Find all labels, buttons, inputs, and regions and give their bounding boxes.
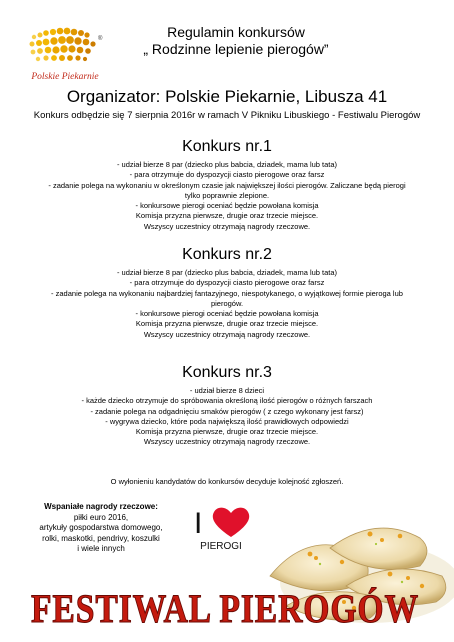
rule-line: Komisja przyzna pierwsze, drugie oraz trzecie miejsce. — [135, 319, 319, 329]
prize-line: artykuły gospodarstwa domowego, — [39, 523, 163, 532]
rule-line: - wygrywa dziecko, które poda największą ilość prawidłowych odpowiedzi — [105, 416, 349, 426]
svg-text:®: ® — [98, 36, 103, 42]
page-title: Regulamin konkursów — [167, 24, 305, 40]
festival-banner — [0, 575, 454, 635]
rule-line: - konkursowe pierogi oceniać będzie powołana komisja — [135, 201, 319, 211]
prizes-heading: Wspaniałe nagrody rzeczowe: — [44, 502, 158, 511]
contest-1-rules — [18, 160, 436, 232]
rule-line: - para otrzymuje do dyspozycji ciasto pierogowe oraz farsz — [129, 170, 325, 180]
rule-line: pierogów. — [210, 298, 244, 308]
i-love-pierogi-graphic — [186, 503, 256, 555]
rule-line: Komisja przyzna pierwsze, drugie oraz trzecie miejsce. — [135, 211, 319, 221]
selection-note: O wyłonieniu kandydatów do konkursów decyduje kolejność zgłoszeń. — [110, 477, 344, 486]
rule-line: Wszyscy uczestnicy otrzymają nagrody rzeczowe. — [143, 221, 311, 231]
prize-line: i wiele innych — [77, 544, 125, 553]
rule-line: - udział bierze 8 dzieci — [189, 386, 265, 395]
logo-dot-pattern — [30, 28, 96, 62]
logo-text: Polskie Piekarnie — [31, 72, 99, 82]
event-date-line: Konkurs odbędzie się 7 sierpnia 2016r w ramach V Pikniku Libuskiego - Festiwalu Pierogów — [33, 110, 421, 121]
rule-line: - konkursowe pierogi oceniać będzie powołana komisja — [135, 309, 319, 319]
rule-line: - zadanie polega na wykonaniu w określonym czasie jak największej ilości pierogów. Zaliczane będą pierogi — [48, 180, 406, 190]
rule-line: - zadanie polega na wykonaniu najbardziej fantazyjnego, niespotykanego, o wyjątkowej formie pieroga lub — [51, 288, 403, 298]
rule-line: Komisja przyzna pierwsze, drugie oraz trzecie miejsce. — [135, 427, 319, 437]
polskie-piekarnie-logo — [20, 20, 110, 84]
rule-line: Wszyscy uczestnicy otrzymają nagrody rzeczowe. — [143, 329, 311, 339]
love-letter-i: I — [194, 507, 203, 540]
contest-1-title: Konkurs nr.1 — [182, 138, 272, 155]
rule-line: - zadanie polega na odgadnięciu smaków pierogów ( z czego wykonany jest farsz) — [90, 406, 364, 416]
festival-banner-text: FESTIWAL PIEROGÓW — [31, 586, 419, 631]
rule-line: tylko poprawnie zlepione. — [184, 190, 270, 200]
heart-icon — [213, 508, 249, 537]
contest-2-rules — [18, 268, 436, 340]
prize-line: piłki euro 2016, — [73, 512, 129, 522]
prizes-block — [26, 502, 176, 555]
prize-line: rolki, maskotki, pendrivy, koszulki — [42, 533, 160, 543]
contest-3-title: Konkurs nr.3 — [182, 364, 272, 381]
contest-3-rules — [18, 386, 436, 448]
organizer-line: Organizator: Polskie Piekarnie, Libusza 41 — [66, 87, 388, 106]
rule-line: - udział bierze 8 par (dziecko plus babcia, dziadek, mama lub tata) — [116, 160, 338, 169]
rule-line: - udział bierze 8 par (dziecko plus babcia, dziadek, mama lub tata) — [116, 268, 338, 277]
rule-line: Wszyscy uczestnicy otrzymają nagrody rzeczowe. — [143, 437, 311, 447]
rule-line: - każde dziecko otrzymuje do spróbowania określoną ilość pierogów o różnych farszach — [81, 396, 373, 406]
love-word: PIEROGI — [200, 541, 242, 552]
page-subtitle: „ Rodzinne lepienie pierogów” — [143, 41, 329, 57]
contest-2-title: Konkurs nr.2 — [182, 246, 272, 263]
rule-line: - para otrzymuje do dyspozycji ciasto pierogowe oraz farsz — [129, 278, 325, 288]
